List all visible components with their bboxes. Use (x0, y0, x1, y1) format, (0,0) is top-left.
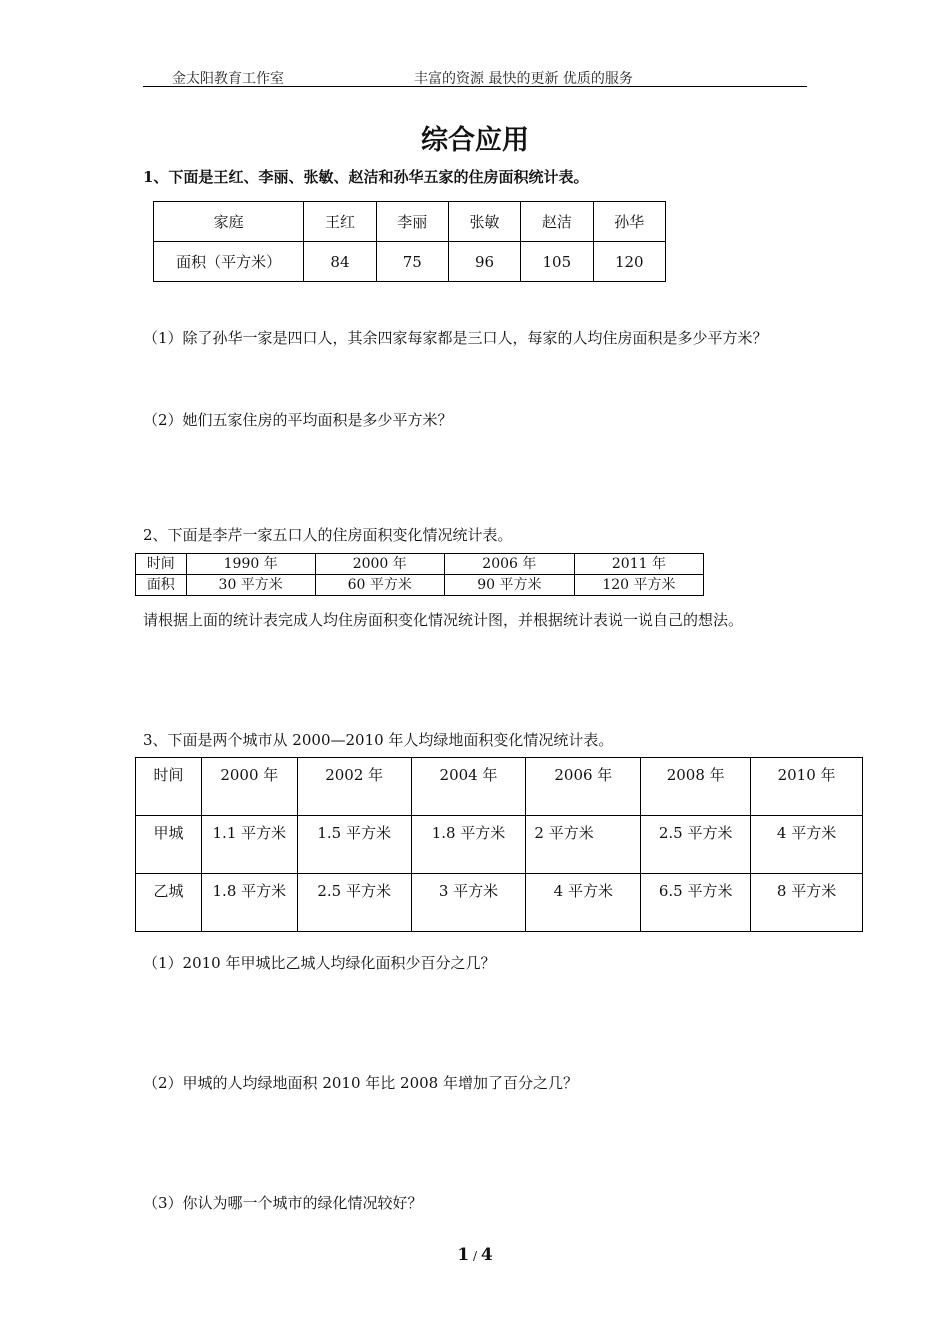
table-cell: 1990 年 (186, 554, 315, 575)
table-row (136, 816, 863, 874)
q2-heading: 2、下面是李芹一家五口人的住房面积变化情况统计表。 (143, 526, 513, 544)
table-cell: 6.5 平方米 (641, 874, 751, 932)
header-left: 金太阳教育工作室 (172, 71, 284, 87)
table-cell: 2006 年 (444, 554, 574, 575)
table-cell: 1.8 平方米 (411, 816, 526, 874)
q3-sub3: （3）你认为哪一个城市的绿化情况较好？ (143, 1194, 423, 1212)
table-cell: 90 平方米 (444, 575, 574, 596)
table-cell: 4 平方米 (526, 874, 641, 932)
table-cell: 时间 (136, 554, 187, 575)
page-total: 4 (480, 1245, 493, 1265)
table-row (136, 758, 863, 816)
page-number (0, 1245, 950, 1265)
page-separator: / (469, 1249, 481, 1263)
table-cell: 2000 年 (315, 554, 444, 575)
table-cell: 2.5 平方米 (297, 874, 411, 932)
q1-table (153, 201, 666, 282)
table-cell: 2 平方米 (526, 816, 641, 874)
table-cell: 105 (521, 242, 593, 282)
q2-instruction: 请根据上面的统计表完成人均住房面积变化情况统计图，并根据统计表说一说自己的想法。 (143, 611, 744, 629)
q1-sub2: （2）她们五家住房的平均面积是多少平方米？ (143, 411, 453, 429)
q2-table (135, 553, 704, 596)
table-cell: 家庭 (154, 202, 304, 242)
table-cell: 张敏 (448, 202, 520, 242)
q3-table (135, 757, 863, 932)
table-cell: 96 (448, 242, 520, 282)
table-cell: 赵洁 (521, 202, 593, 242)
table-cell: 面积 (136, 575, 187, 596)
table-cell: 4 平方米 (751, 816, 863, 874)
table-cell: 1.8 平方米 (201, 874, 297, 932)
q1-heading: 1、下面是王红、李丽、张敏、赵洁和孙华五家的住房面积统计表。 (143, 168, 589, 186)
table-cell: 王红 (304, 202, 376, 242)
header-rule (143, 86, 807, 87)
table-cell: 甲城 (136, 816, 202, 874)
table-row (136, 575, 704, 596)
table-cell: 2010 年 (751, 758, 863, 816)
table-cell: 2006 年 (526, 758, 641, 816)
table-cell: 2004 年 (411, 758, 526, 816)
table-cell: 2000 年 (201, 758, 297, 816)
table-cell: 时间 (136, 758, 202, 816)
table-cell: 30 平方米 (186, 575, 315, 596)
table-cell: 2.5 平方米 (641, 816, 751, 874)
table-cell: 面积（平方米） (154, 242, 304, 282)
table-cell: 60 平方米 (315, 575, 444, 596)
table-row (136, 874, 863, 932)
table-cell: 2002 年 (297, 758, 411, 816)
table-cell: 120 (593, 242, 665, 282)
table-cell: 1.5 平方米 (297, 816, 411, 874)
table-cell: 84 (304, 242, 376, 282)
table-row (136, 554, 704, 575)
table-cell: 120 平方米 (574, 575, 703, 596)
table-cell: 75 (376, 242, 448, 282)
table-row (154, 202, 666, 242)
table-cell: 2011 年 (574, 554, 703, 575)
table-cell: 李丽 (376, 202, 448, 242)
page-current: 1 (457, 1245, 470, 1265)
table-cell: 2008 年 (641, 758, 751, 816)
table-row (154, 242, 666, 282)
table-cell: 孙华 (593, 202, 665, 242)
table-cell: 乙城 (136, 874, 202, 932)
q1-sub1: （1）除了孙华一家是四口人，其余四家每家都是三口人，每家的人均住房面积是多少平方米？ (143, 329, 768, 347)
q3-sub1: （1）2010 年甲城比乙城人均绿化面积少百分之几？ (143, 954, 496, 972)
q3-heading: 3、下面是两个城市从 2000—2010 年人均绿地面积变化情况统计表。 (143, 731, 614, 749)
header-right: 丰富的资源 最快的更新 优质的服务 (414, 71, 633, 87)
table-cell: 1.1 平方米 (201, 816, 297, 874)
page-title: 综合应用 (421, 125, 529, 156)
q3-sub2: （2）甲城的人均绿地面积 2010 年比 2008 年增加了百分之几？ (143, 1074, 578, 1092)
table-cell: 3 平方米 (411, 874, 526, 932)
table-cell: 8 平方米 (751, 874, 863, 932)
